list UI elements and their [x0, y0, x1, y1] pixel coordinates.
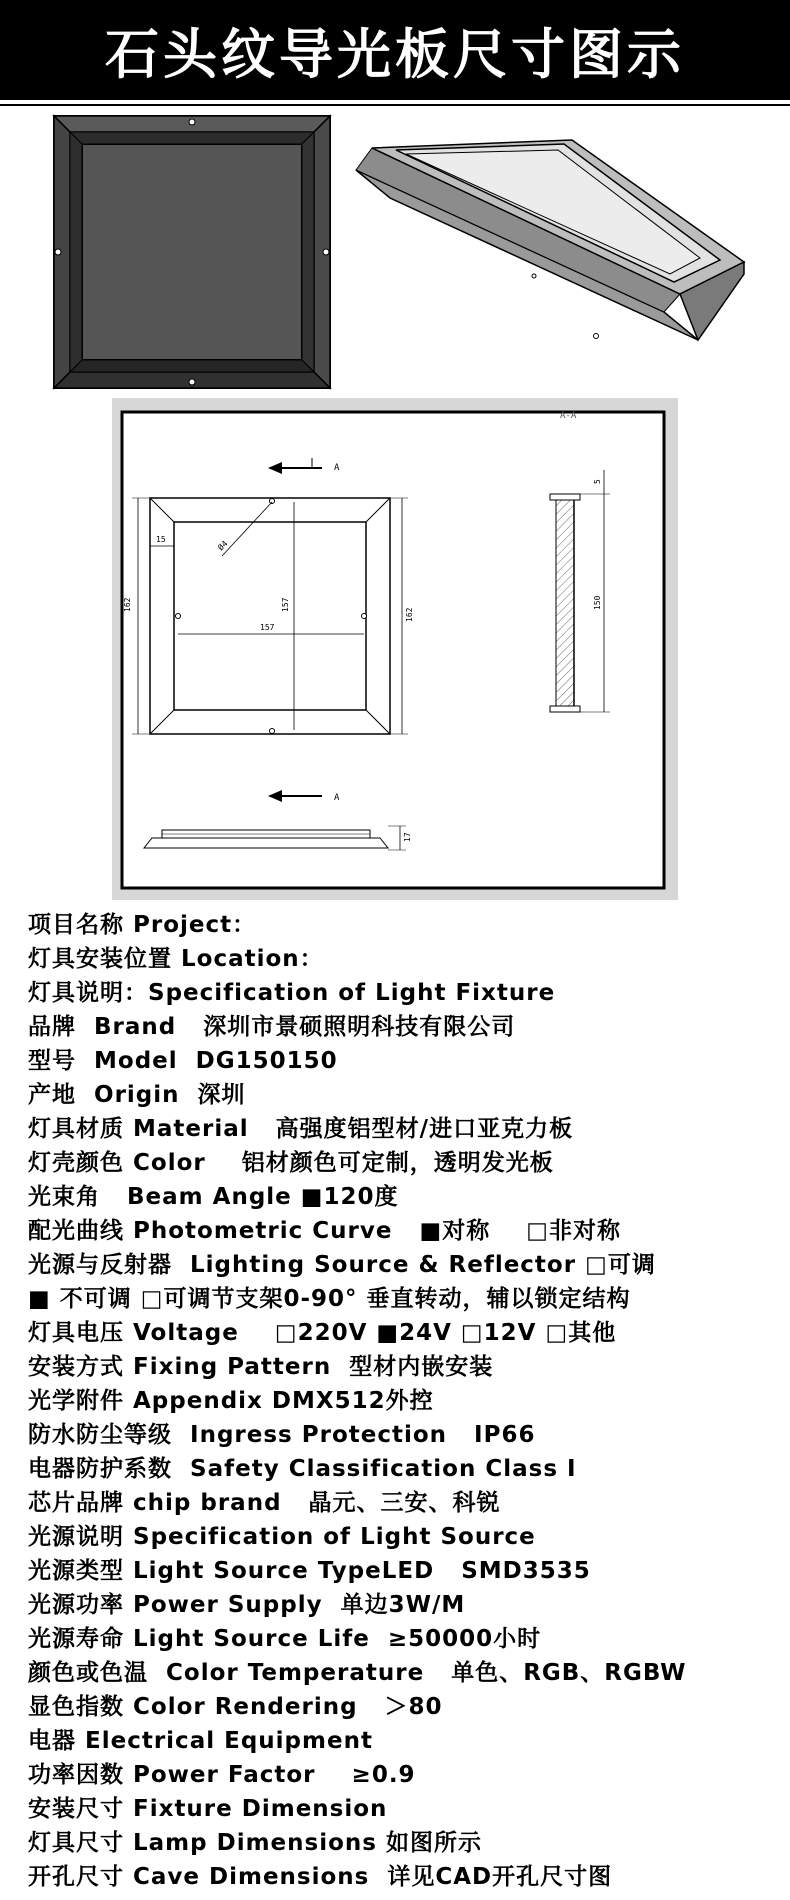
cad-technical-drawing: [112, 398, 678, 900]
spec-fixing: 安装方式 Fixing Pattern 型材内嵌安装: [28, 1354, 494, 1380]
spec-source-life: 光源寿命 Light Source Life ≥50000小时: [28, 1626, 542, 1652]
dim-depth: 17: [403, 832, 412, 842]
spec-project: 项目名称 Project：: [28, 912, 257, 938]
dim-outer-right: 162: [405, 607, 414, 622]
panel-perspective-view: [348, 134, 748, 354]
spec-material: 灯具材质 Material 高强度铝型材/进口亚克力板: [28, 1116, 574, 1142]
spec-origin: 产地 Origin 深圳: [28, 1082, 246, 1108]
spec-bracket: ■ 不可调 □可调节支架0-90° 垂直转动，辅以锁定结构: [28, 1286, 631, 1312]
spec-reflector: 光源与反射器 Lighting Source & Reflector □可调: [28, 1252, 656, 1278]
page-title: 石头纹导光板尺寸图示: [105, 22, 685, 86]
page-title-banner: [0, 0, 790, 100]
spec-power-supply: 光源功率 Power Supply 单边3W/M: [28, 1592, 466, 1618]
spec-safety: 电器防护系数 Safety Classification Class I: [28, 1456, 577, 1482]
spec-appendix: 光学附件 Appendix DMX512外控: [28, 1388, 434, 1414]
spec-power-factor: 功率因数 Power Factor ≥0.9: [28, 1762, 416, 1788]
dim-inner-vertical: 157: [281, 597, 290, 612]
spec-source-heading: 光源说明 Specification of Light Source: [28, 1524, 536, 1550]
cut-label-bottom: A: [334, 793, 340, 803]
spec-fixture-dimension: 安装尺寸 Fixture Dimension: [28, 1796, 388, 1822]
spec-location: 灯具安装位置 Location：: [28, 946, 324, 972]
spec-beam-angle: 光束角 Beam Angle ■120度: [28, 1184, 399, 1210]
spec-fixture-heading: 灯具说明：Specification of Light Fixture: [28, 980, 556, 1006]
spec-color-rendering: 显色指数 Color Rendering ＞80: [28, 1694, 443, 1720]
spec-lamp-dimension: 灯具尺寸 Lamp Dimensions 如图所示: [28, 1830, 482, 1856]
spec-cave-dimension: 开孔尺寸 Cave Dimensions 详见CAD开孔尺寸图: [28, 1864, 613, 1890]
dim-inner-horizontal: 157: [260, 623, 275, 632]
cut-label-top: A: [334, 463, 340, 473]
spec-photometric-curve: 配光曲线 Photometric Curve ■对称 □非对称: [28, 1218, 621, 1244]
section-label: A-A: [560, 411, 577, 421]
spec-ingress: 防水防尘等级 Ingress Protection IP66: [28, 1422, 536, 1448]
spec-brand: 品牌 Brand 深圳市景硕照明科技有限公司: [28, 1014, 516, 1040]
dim-border: 15: [156, 535, 166, 544]
spec-color: 灯壳颜色 Color 铝材颜色可定制，透明发光板: [28, 1150, 554, 1176]
title-divider: [0, 100, 790, 106]
dim-hole: Ø4: [216, 539, 230, 553]
panel-front-view: [52, 114, 332, 390]
spec-source-type: 光源类型 Light Source TypeLED SMD3535: [28, 1558, 591, 1584]
dim-outer-left: 162: [123, 597, 132, 612]
dim-side-top: 5: [593, 479, 602, 484]
dim-side-height: 150: [593, 595, 602, 610]
spec-list: [28, 908, 768, 1894]
spec-electrical-heading: 电器 Electrical Equipment: [28, 1728, 373, 1754]
spec-model: 型号 Model DG150150: [28, 1048, 338, 1074]
spec-voltage: 灯具电压 Voltage □220V ■24V □12V □其他: [28, 1320, 617, 1346]
spec-chip-brand: 芯片品牌 chip brand 晶元、三安、科锐: [28, 1490, 501, 1516]
spec-color-temperature: 颜色或色温 Color Temperature 单色、RGB、RGBW: [28, 1660, 687, 1686]
